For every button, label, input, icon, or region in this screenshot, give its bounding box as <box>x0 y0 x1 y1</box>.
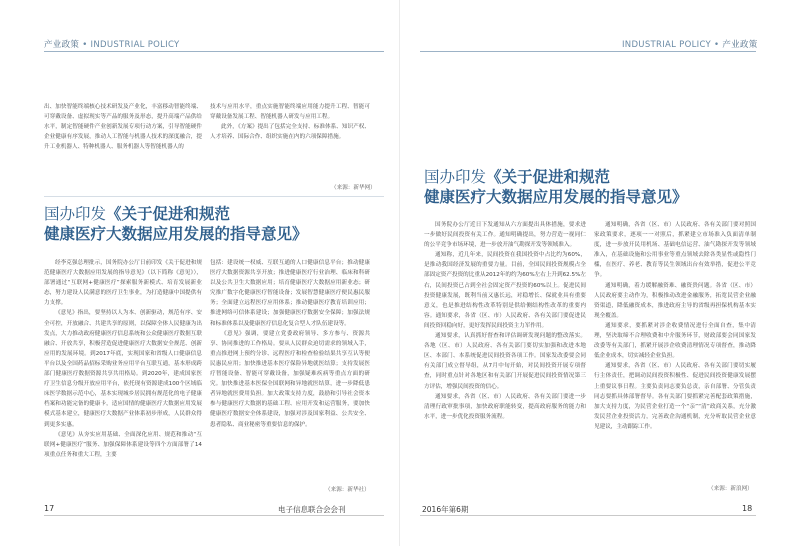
article-source: （来源：新华社） <box>325 487 370 493</box>
article-body-col1 <box>44 258 202 490</box>
publication-name: 电子信息联合会会刊 <box>278 505 346 514</box>
paragraph: 技术与应用水平，重点实施智能终端应用能力提升工程、智能可穿戴设备发展工程、智能机器人研发与应用工程。 <box>210 104 370 121</box>
paragraph: 《意见》强调，要建立党委政府领导、多方参与、资源共享、协同推进的工作格局。要从人民群众迫切需求的领域入手，重点推进网上预约分诊、远程医疗和检查检验结果共享互认等便民惠民应用；加快推进基本医疗保险异地就医结算；支持发展医疗智能设备、智能可穿戴设备，加强疑难疾病等重点方面的研究。加快推进基本医保全国联网和异地就医结算，进一步降低患者异地就医费用负担。加大政策支持力度，鼓励和引导社会资本参与健康医疗大数据的基础工程、应用开发和运营服务，要加快健康医疗数据安全体系建设，加强对涉及国家利益、公共安全、患者隐私、商业秘密等重要信息的保护。 <box>210 330 370 428</box>
paragraph: 通知要求，各省（区、市）人民政府、各有关部门要切实履行主体责任，把调动民间投资积极性、促进民间投资健康发展摆上重要议事日程。主要负责同志要负总责，亲自部署、分管负责同志要抓具体部署督导。各有关部门要抓紧完善配套政策措施，加大支持力度，为民营企业打造一个“亲”“清”政商关系，充分激发民营企业投资活力，完善政企沟通机制，充分听取民营企业意见建议，主动跟踪工作。 <box>594 363 756 430</box>
article-body-col2 <box>210 258 370 480</box>
top-article-col1 <box>44 102 202 174</box>
article-body-col2 <box>594 220 756 464</box>
header-separator: • <box>79 40 91 50</box>
title-line-2: 健康医疗大数据应用发展的指导意见》 <box>44 225 308 243</box>
paragraph: 此外，《方案》提出了包括完全支持、标准体系、知识产权、人才培养、国际合作、组织实施在内的六项保障措施。 <box>210 124 370 141</box>
page-number: 17 <box>44 504 55 513</box>
title-prefix: 国办印发 <box>44 205 107 223</box>
footer-rule <box>420 515 756 516</box>
page-number: 18 <box>742 504 753 513</box>
title-quote-start: 《关于促进和规范 <box>486 168 611 186</box>
paragraph: 通知称，近几年来，民间投资在我国投资中占比约为60%，是推动我国经济发展的重要力量。目前，全国民间投资规模占全部固定资产投资的比重从2012年的约为60%左右上升到62.5%左右，民间投资已占到全社会固定资产投资的60%以上。促进民间投资健康发展，既利当前又惠长远，对稳增长、保就业具有重要意义，也是推进结构性改革特别是供给侧结构性改革的重要内容。通知要求，各省（区、市）人民政府、各有关部门要促进民间投资回稳向好，更好发挥民间投资主力军作用。 <box>424 252 586 329</box>
article-title <box>44 205 308 244</box>
paragraph: 《意见》指出，要坚持以人为本、创新驱动，规范有序、安全可控，开放融合、共建共享的原则，以保障全体人民健康为出发点，大力推动政府健康医疗信息系统和公众健康医疗数据互联融合、开放共享，积极营造促进健康医疗大数据安全规范、创新应用的发展环境。到2017年底，实现国家和省级人口健康信息平台以及全国药品招标采购业务应用平台互联互通，基本形成跨部门健康医疗数据资源共享共用格局。到2020年，建成国家医疗卫生信息分级开放应用平台，依托现有资源建成100个区域临床医学数据示范中心，基本实现城乡居民拥有规范化的电子健康档案和功能完备的健康卡，适应国情的健康医疗大数据应用发展模式基本建立，健康医疗大数据产业体系初步形成，人民群众得到更多实惠。 <box>44 310 202 428</box>
header-section-en: INDUSTRIAL POLICY <box>90 40 180 50</box>
top-article-col2 <box>210 102 370 174</box>
paragraph: 通知要求，要抓紧对涉企收费情况进行全面自查，集中清理，坚决取缔不合理收费和中介服务环节，财政部要会同国家发改委等有关部门，抓紧开展涉企收费清理情况专项督查，推动降低企业成本，切实减轻企业负担。 <box>594 322 756 360</box>
top-article-source: （来源：新华网） <box>331 185 376 191</box>
paragraph: 包括：建设统一权威、互联互通的人口健康信息平台；推动健康医疗大数据资源共享开放；推进健康医疗行业治理、临床和科研以及公共卫生大数据应用；培育健康医疗大数据应用新业态；研究推广数字化健康医疗智能设备；发展智慧健康医疗便民惠民服务；全面建立远程医疗应用体系；推动健康医疗教育培训应用；推进网络可信体系建设；加强健康医疗数据安全保障；加强法规和标准体系以及健康医疗信息化复合型人才队伍建设等。 <box>210 260 370 327</box>
right-page <box>400 0 800 546</box>
title-line-1 <box>44 205 308 224</box>
header-section-en: INDUSTRIAL POLICY <box>622 40 712 50</box>
paragraph: 通知要求，各省（区、市）人民政府、各有关部门要进一步清理行政审批事项，加快政府职能转变，提高政府服务的能力和水平，进一步优化投资服务流程。 <box>424 393 586 420</box>
right-running-header <box>622 38 758 50</box>
header-section-cn: 产业政策 <box>722 40 758 50</box>
title-line-2: 健康医疗大数据应用发展的指导意见》 <box>424 188 688 206</box>
article-source: （来源：新浪网） <box>708 486 753 492</box>
title-prefix: 国办印发 <box>424 168 487 186</box>
paragraph: 通知要求，认真抓好督查和评估调研发现问题的整改落实。各地（区、市）人民政府、各有关部门要切实加强和改进本地区、本部门、本系统促进民间投资各项工作。国家发改委要会同有关部门成立督导组，从7月中旬开始，对民间投资开展专项督查，同时重点针对各地区和有关部门开展促进民间投资情况第三方评估，增强民间投资的信心。 <box>424 333 586 390</box>
footer-rule <box>44 515 384 516</box>
paragraph: 通知明确，着力缓解融资难、融资贵问题。各省（区、市）人民政府要主动作为，积极推动改进金融服务，拓宽民营企业融资渠道，降低融资成本，推进政府主导的省级再担保机构基本实现全覆盖。 <box>594 282 756 319</box>
paragraph: 国务院办公厅近日下发通知从六方面提出具体措施，要求进一步做好民间投资有关工作。通知明确提出，努力营造一视同仁的公平竞争市场环境，进一步放开油气勘探开发等领域准入。 <box>424 222 586 249</box>
section-divider <box>44 196 384 197</box>
article-title <box>424 168 688 207</box>
header-rule <box>44 51 384 52</box>
header-rule <box>420 51 756 52</box>
paragraph: 出、加快智能终端核心技术研发及产业化，丰富移动智能终端、可穿戴设备、虚拟现实等产品的服务及形态，提升高端产品供给水平，制定智能硬件产业创新发展专项行动方案，引导智能硬件企业健康有序发展，推动人工智能与机器人技术的深度融合，提升工业机器人、特种机器人、服务机器人等智能机器人的 <box>44 104 202 151</box>
paragraph: 《意见》从夯实应用基础、全面深化应用、规范和推动“互联网+健康医疗”服务、加强保障体系建设等四个方面部署了14项重点任务和重大工程，主要 <box>44 431 202 458</box>
header-section-cn: 产业政策 <box>44 40 80 50</box>
article-body-col1 <box>424 220 586 464</box>
paragraph: 经李克强总理批示，国务院办公厅日前印发《关于促进和规范健康医疗大数据应用发展的指导意见》（以下简称《意见》），部署通过“互联网+健康医疗”探索服务新模式、培育发展新业态，努力建设人民满意的医疗卫生事业，为打造健康中国提供有力支撑。 <box>44 260 202 307</box>
title-line-1 <box>424 168 688 187</box>
left-running-header <box>44 38 180 50</box>
header-separator: • <box>711 40 723 50</box>
title-quote-start: 《关于促进和规范 <box>106 205 231 223</box>
issue-label: 2016年第6期 <box>422 505 469 514</box>
paragraph: 通知明确，各省（区、市）人民政府、各有关部门要对照国家政策要求，逐项一一对照后，抓紧建立市场准入负面清单制度，进一步放开民用机场、基础电信运营、油气勘探开发等领域准入，在基础设施和公用事业等重点领域去除各类显性或隐性门槛，在医疗、养老、教育等民生领域出台有效举措，促进公平竞争。 <box>594 222 756 279</box>
